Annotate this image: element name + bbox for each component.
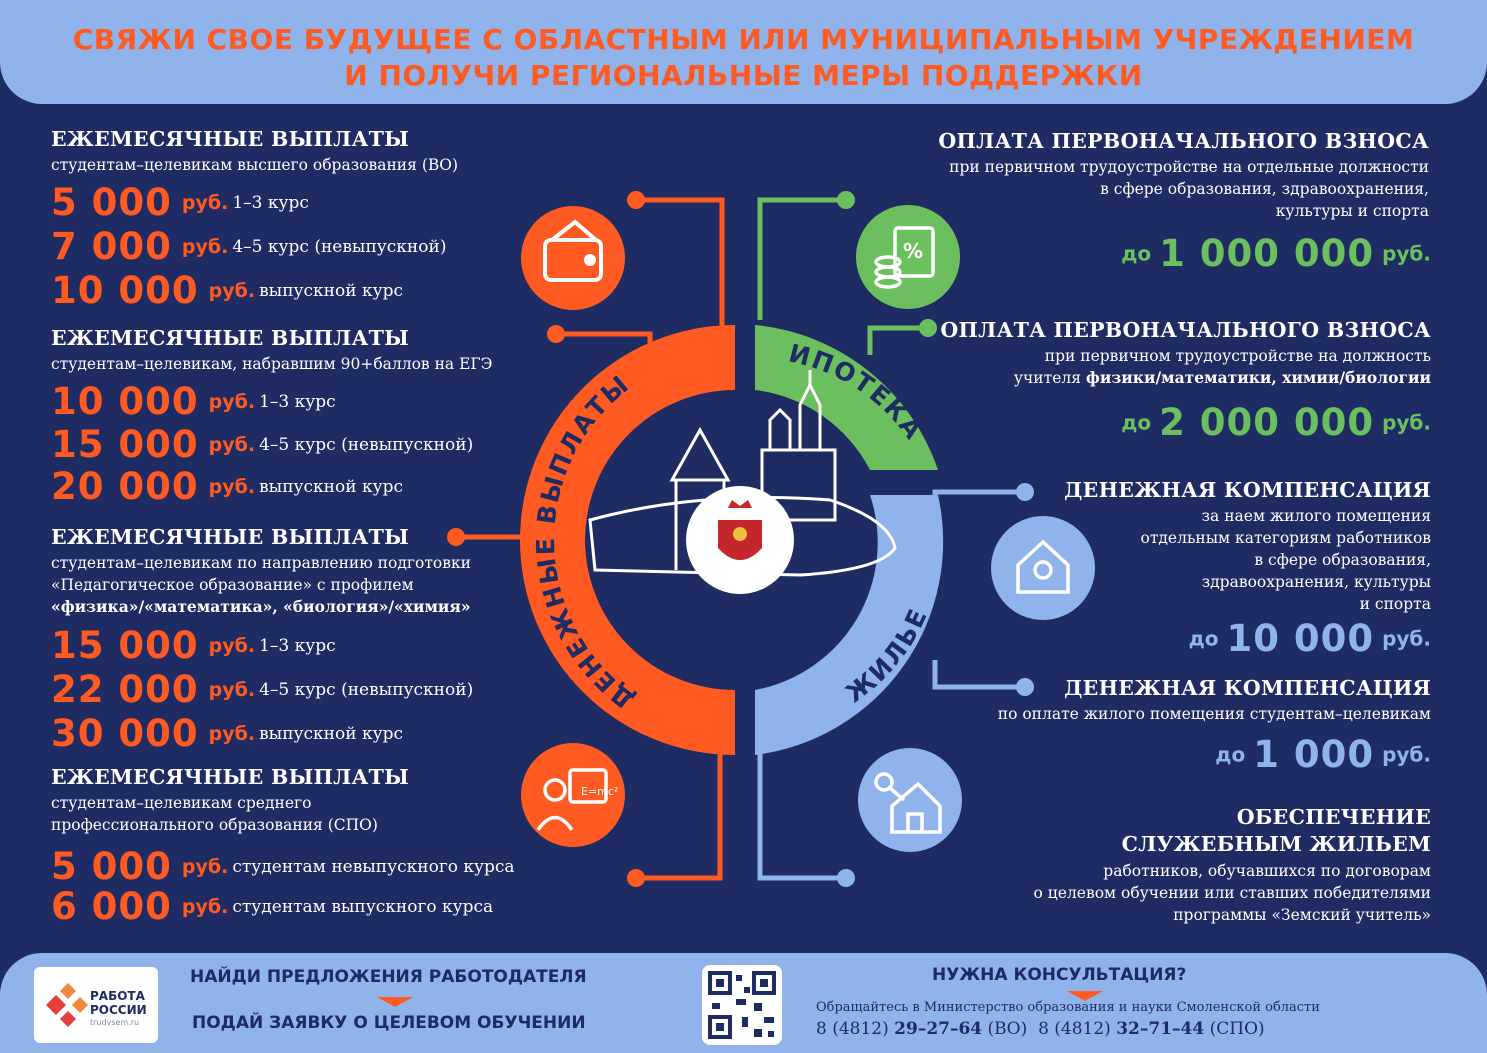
percent-sign-icon: %	[903, 239, 924, 263]
connector-dot	[837, 191, 855, 209]
connector-dot	[837, 869, 855, 887]
down-arrow-icon	[375, 995, 415, 1009]
mortgage-arc	[755, 325, 938, 470]
connector-dot	[1016, 483, 1034, 501]
block-4-desc-2: профессионального образования (СПО)	[51, 816, 378, 834]
housing-1-desc-3: в сфере образования,	[1254, 551, 1431, 569]
currency: руб.	[208, 433, 256, 456]
currency: руб.	[208, 722, 256, 745]
connector-dot	[1016, 678, 1034, 696]
logo-arrows-icon	[40, 981, 90, 1031]
housing-2-title: ДЕНЕЖНАЯ КОМПЕНСАЦИЯ	[1064, 676, 1431, 700]
currency: руб.	[181, 235, 229, 258]
block-2-title: ЕЖЕМЕСЯЧНЫЕ ВЫПЛАТЫ	[51, 326, 410, 350]
mortgage-2-desc-1: при первичном трудоустройстве на должность	[1044, 347, 1431, 365]
currency: руб.	[1382, 410, 1431, 435]
course: 4–5 курс (невыпускной)	[259, 434, 474, 455]
course: студентам выпускного курса	[232, 896, 494, 917]
course: 4–5 курс (невыпускной)	[259, 679, 474, 700]
amount: 15 000	[51, 423, 199, 466]
block-3-desc-3: «физика»/«математика», «биология»/«химия»	[51, 597, 471, 616]
prefix: до	[1188, 626, 1219, 651]
footer-banner	[0, 953, 1487, 1053]
currency: руб.	[1382, 241, 1431, 266]
housing-1-desc-4: здравоохранения, культуры	[1201, 573, 1431, 591]
mortgage-1-amount	[1121, 232, 1431, 275]
course: 1–3 курс	[259, 391, 336, 412]
arc-label-mortgage: ИПОТЕКА	[786, 338, 929, 446]
currency: руб.	[181, 855, 229, 878]
amount: 20 000	[51, 465, 199, 508]
block-1-row	[51, 225, 446, 268]
connector-dot	[447, 528, 465, 546]
amount: 15 000	[51, 624, 199, 667]
block-1-row	[51, 181, 309, 224]
arc-label-housing: ЖИЛЬЕ	[840, 603, 934, 709]
currency: руб.	[208, 475, 256, 498]
block-3-title: ЕЖЕМЕСЯЧНЫЕ ВЫПЛАТЫ	[51, 525, 410, 549]
connector-dot	[627, 191, 645, 209]
qr-code[interactable]	[702, 965, 782, 1045]
block-2-row	[51, 465, 403, 508]
amount: 10 000	[51, 269, 199, 312]
mortgage-1-desc-2: в сфере образования, здравоохранения,	[1100, 180, 1429, 198]
connector-dot	[919, 319, 937, 337]
housing-1-amount	[1189, 617, 1431, 660]
amount: 1 000 000	[1159, 232, 1375, 275]
mortgage-1-desc-1: при первичном трудоустройстве на отдельные должности	[949, 158, 1429, 176]
block-3-desc-1: студентам–целевикам по направлению подготовки	[51, 554, 471, 572]
housing-3-desc-1: работников, обучавшихся по договорам	[1103, 862, 1431, 880]
block-2-desc: студентам–целевикам, набравшим 90+баллов на ЕГЭ	[51, 355, 493, 373]
phone-1[interactable]: 29–27–64	[894, 1019, 983, 1039]
housing-2-amount	[1215, 733, 1431, 776]
emblem-bird-icon	[733, 527, 747, 541]
housing-3-desc-3: программы «Земский учитель»	[1173, 906, 1431, 924]
amount: 5 000	[51, 181, 172, 224]
amount: 22 000	[51, 668, 199, 711]
desc-plain: учителя	[1013, 369, 1086, 387]
desc-bold: физики/математики, химии/биологии	[1085, 368, 1431, 387]
block-4-title: ЕЖЕМЕСЯЧНЫЕ ВЫПЛАТЫ	[51, 765, 410, 789]
block-1-row	[51, 269, 403, 312]
currency: руб.	[208, 634, 256, 657]
find-offers-text: НАЙДИ ПРЕДЛОЖЕНИЯ РАБОТОДАТЕЛЯ	[190, 967, 587, 987]
phone-1-tag: (ВО)	[982, 1019, 1028, 1039]
course: студентам невыпускного курса	[232, 856, 515, 877]
amount: 5 000	[51, 845, 172, 888]
house-hand-icon-circle	[991, 516, 1095, 620]
phone-2-tag: (СПО)	[1204, 1019, 1265, 1039]
amount: 10 000	[51, 380, 199, 423]
block-4-row	[51, 845, 515, 888]
block-1-title: ЕЖЕМЕСЯЧНЫЕ ВЫПЛАТЫ	[51, 127, 410, 151]
mortgage-1-title: ОПЛАТА ПЕРВОНАЧАЛЬНОГО ВЗНОСА	[938, 129, 1429, 153]
housing-1-title: ДЕНЕЖНАЯ КОМПЕНСАЦИЯ	[1064, 478, 1431, 502]
phone-1-code: 8 (4812)	[816, 1019, 895, 1039]
mortgage-1-desc-3: культуры и спорта	[1275, 202, 1429, 220]
currency: руб.	[181, 191, 229, 214]
prefix: до	[1121, 241, 1152, 266]
connector-dot	[627, 869, 645, 887]
logo-line-1: РАБОТА	[90, 989, 145, 1003]
block-3-row	[51, 668, 473, 711]
block-4-row	[51, 885, 493, 928]
currency: руб.	[208, 390, 256, 413]
housing-1-desc-5: и спорта	[1359, 595, 1431, 613]
amount: 10 000	[1226, 617, 1375, 660]
currency: руб.	[181, 895, 229, 918]
housing-3-desc-2: о целевом обучении или ставших победителями	[1033, 884, 1431, 902]
course: 1–3 курс	[259, 635, 336, 656]
amount: 7 000	[51, 225, 172, 268]
phone-numbers	[816, 1019, 1265, 1039]
block-3-desc-2: «Педагогическое образование» с профилем	[51, 576, 414, 594]
consult-heading: НУЖНА КОНСУЛЬТАЦИЯ?	[932, 965, 1187, 985]
housing-1-desc-1: за наем жилого помещения	[1201, 507, 1431, 525]
amount: 6 000	[51, 885, 172, 928]
logo-url: trudvsem.ru	[90, 1018, 140, 1027]
block-3-row	[51, 712, 403, 755]
course: 1–3 курс	[232, 192, 309, 213]
block-4-desc-1: студентам–целевикам среднего	[51, 794, 312, 812]
mortgage-2-desc-2	[1014, 367, 1431, 389]
phone-2[interactable]: 32–71–44	[1116, 1019, 1205, 1039]
mortgage-2-amount	[1121, 401, 1431, 444]
block-2-row	[51, 423, 473, 466]
currency: руб.	[208, 678, 256, 701]
logo-text	[90, 989, 147, 1017]
prefix: до	[1215, 742, 1246, 767]
housing-3-title-2: СЛУЖЕБНЫМ ЖИЛЬЕМ	[1121, 832, 1431, 856]
logo-line-2: РОССИИ	[90, 1003, 147, 1017]
course: выпускной курс	[259, 280, 404, 301]
currency: руб.	[208, 279, 256, 302]
qr-code-icon	[702, 965, 782, 1045]
amount: 30 000	[51, 712, 199, 755]
housing-3-title-1: ОБЕСПЕЧЕНИЕ	[1236, 805, 1431, 829]
header-line-1: СВЯЖИ СВОЕ БУДУЩЕЕ С ОБЛАСТНЫМ ИЛИ МУНИЦИПАЛЬНЫМ УЧРЕЖДЕНИЕМ	[72, 23, 1415, 56]
course: 4–5 курс (невыпускной)	[232, 236, 447, 257]
connector-dot	[547, 325, 565, 343]
contact-text: Обращайтесь в Министерство образования и науки Смоленской области	[816, 1000, 1320, 1015]
header-line-2: И ПОЛУЧИ РЕГИОНАЛЬНЫЕ МЕРЫ ПОДДЕРЖКИ	[344, 59, 1143, 92]
arc-label-money: ДЕНЕЖНЫЕ ВЫПЛАТЫ	[531, 369, 640, 715]
block-2-row	[51, 380, 336, 423]
block-3-row	[51, 624, 336, 667]
currency: руб.	[1382, 626, 1431, 651]
course: выпускной курс	[259, 723, 404, 744]
amount: 1 000	[1253, 733, 1375, 776]
prefix: до	[1121, 410, 1152, 435]
house-key-icon-circle	[858, 748, 962, 852]
phone-2-code: 8 (4812)	[1038, 1019, 1117, 1039]
course: выпускной курс	[259, 476, 404, 497]
apply-text: ПОДАЙ ЗАЯВКУ О ЦЕЛЕВОМ ОБУЧЕНИИ	[192, 1013, 586, 1033]
housing-2-desc-1: по оплате жилого помещения студентам–целевикам	[997, 705, 1431, 723]
currency: руб.	[1382, 742, 1431, 767]
rabota-rossii-logo[interactable]	[34, 967, 158, 1043]
formula-icon: E=mc²	[581, 785, 619, 798]
housing-1-desc-2: отдельным категориям работников	[1140, 529, 1431, 547]
block-1-desc: студентам–целевикам высшего образования (ВО)	[51, 156, 459, 174]
amount: 2 000 000	[1159, 401, 1375, 444]
mortgage-2-title: ОПЛАТА ПЕРВОНАЧАЛЬНОГО ВЗНОСА	[940, 318, 1431, 342]
